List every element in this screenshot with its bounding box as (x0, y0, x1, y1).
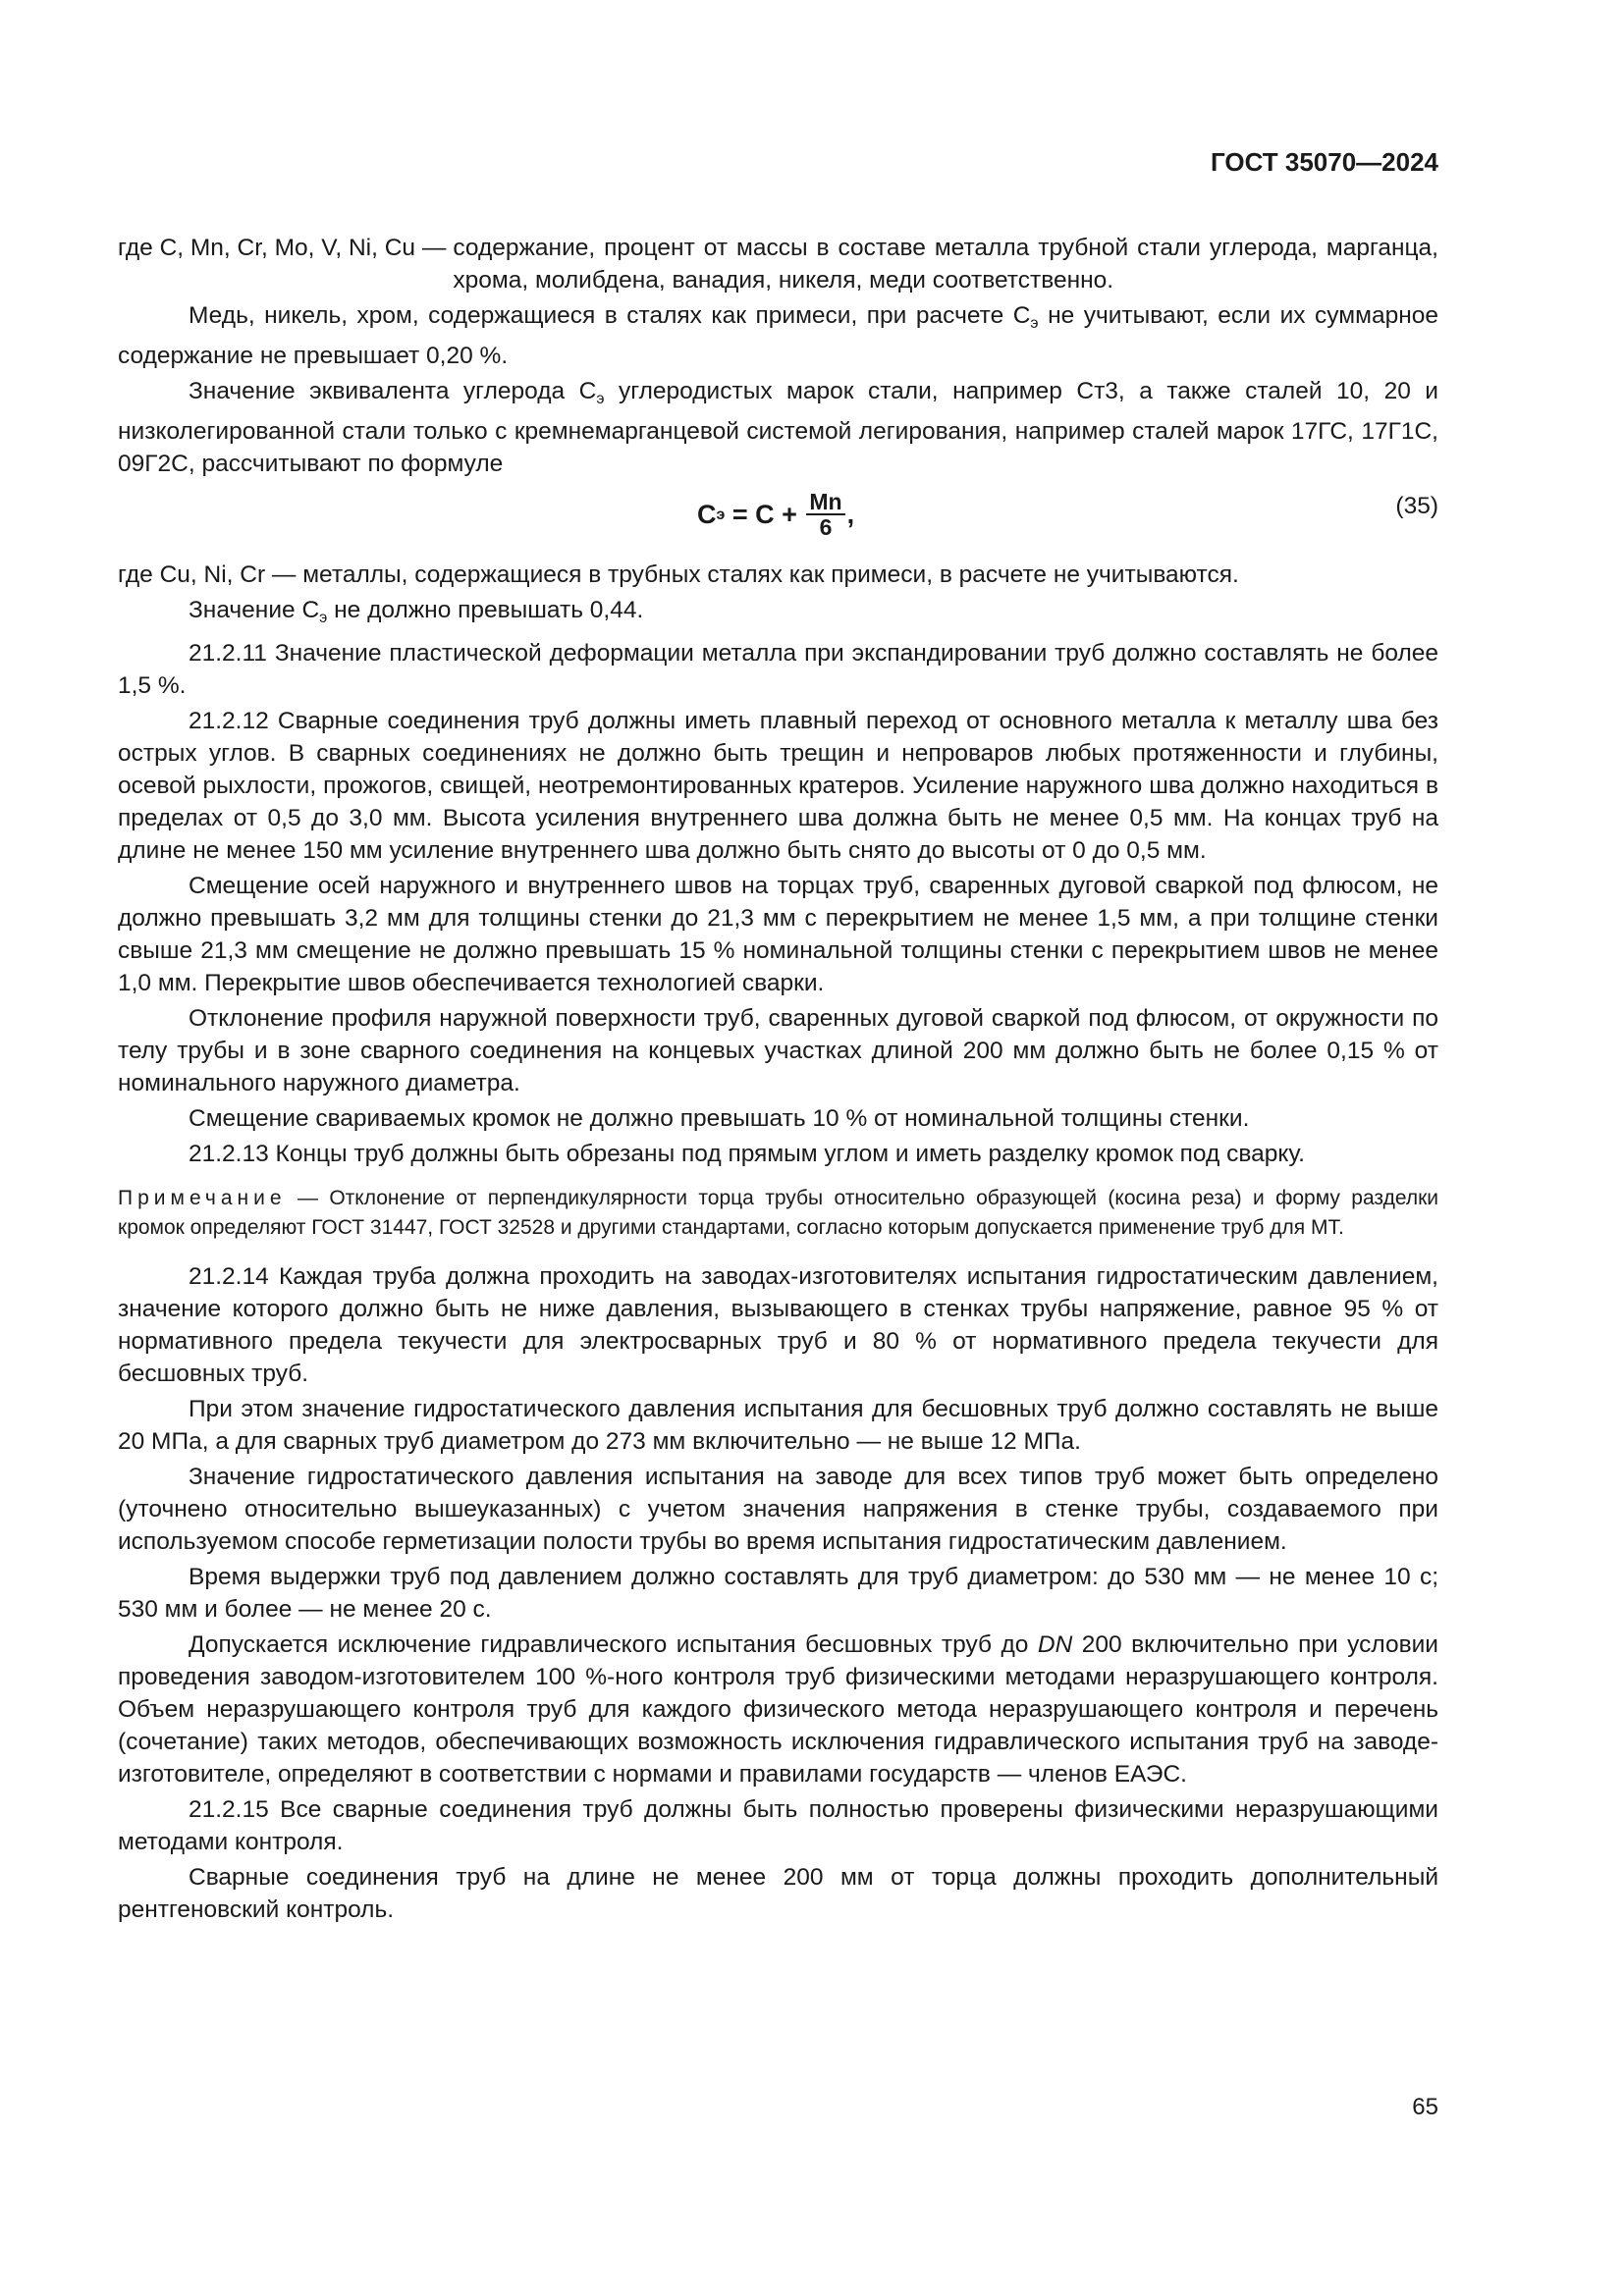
text-run: не учитывают, если их суммарное содержание не превышает 0,20 %. (118, 302, 1438, 369)
paragraph-carbon-equivalent (118, 375, 1438, 480)
subscript: э (1030, 315, 1039, 332)
note-label: Примечание (118, 1187, 287, 1209)
document-header: ГОСТ 35070—2024 (1211, 147, 1438, 177)
paragraph: 21.2.15 Все сварные соединения труб должны быть полностью проверены физическими неразрушающими методами контроля. (118, 1796, 1438, 1855)
subscript: э (596, 391, 605, 407)
paragraph: 21.2.13 Концы труб должны быть обрезаны под прямым углом и иметь разделку кромок под сварку. (189, 1141, 1305, 1167)
dn-italic: DN (1037, 1631, 1073, 1658)
where-label: где C, Mn, Cr, Mo, V, Ni, Cu — (118, 235, 447, 261)
where-description: содержание, процент от массы в составе металла трубной стали углерода, марганца, хрома, молибдена, ванадия, никеля, меди соответственно. (453, 235, 1438, 294)
fraction-denominator: 6 (819, 514, 833, 540)
paragraph: Сварные соединения труб на длине не менее 200 мм от торца должны проходить дополнительный рентгеновский контроль. (118, 1864, 1438, 1923)
paragraph: Отклонение профиля наружной поверхности труб, сваренных дуговой сваркой под флюсом, от окружности по телу трубы и в зоне сварного соединения на концевых участках длиной 200 мм должно быть не более 0,15 % от номинального наружного диаметра. (118, 1005, 1438, 1096)
formula-expression (697, 490, 854, 539)
formula-lhs: С (697, 499, 717, 529)
paragraph: 21.2.14 Каждая труба должна проходить на заводах-изготовителях испытания гидростатическим давлением, значение которого должно быть не ниже давления, вызывающего в стенках трубы напряжение, равное 95 % от нормативного предела текучести для электросварных труб и 80 % от нормативного предела текучести для бесшовных труб. (118, 1263, 1438, 1387)
text-run: 200 включительно при условии проведения заводом-изготовителем 100 %-ного контроля труб физическими методами неразрушающего контроля. Объем неразрушающего контроля труб для каждого физического метода неразрушающего контроля и перечень (сочетание) таких методов, обеспечивающих возможность исключения гидравлического испытания труб на заводе-изготовителе, определяют в соответствии с нормами и правилами государств — членов ЕАЭС. (118, 1631, 1438, 1788)
paragraph-copper-note (118, 299, 1438, 372)
formula-tail: , (846, 499, 855, 529)
where-clause-elements (118, 232, 1438, 296)
paragraph-limit (118, 594, 1438, 634)
document-body (118, 232, 1438, 1929)
note-block (118, 1184, 1438, 1243)
paragraph: Смещение свариваемых кромок не должно превышать 10 % от номинальной толщины стенки. (189, 1105, 1250, 1132)
paragraph: 21.2.11 Значение пластической деформации металла при экспандировании труб должно составлять не более 1,5 %. (118, 640, 1438, 699)
paragraph: При этом значение гидростатического давления испытания для бесшовных труб должно составлять не выше 20 МПа, а для сварных труб диаметром до 273 мм включительно — не выше 12 МПа. (118, 1396, 1438, 1455)
text-run: Медь, никель, хром, содержащиеся в сталях как примеси, при расчете С (189, 302, 1031, 329)
formula-35 (118, 486, 1438, 553)
paragraph: Значение гидростатического давления испытания на заводе для всех типов труб может быть определено (уточнено относительно вышеуказанных) с учетом значения напряжения в стенке трубы, создаваемого при используемом способе герметизации полости трубы во время испытания гидростатическим давлением. (118, 1464, 1438, 1555)
paragraph: Смещение осей наружного и внутреннего швов на торцах труб, сваренных дуговой сваркой под флюсом, не должно превышать 3,2 мм для толщины стенки до 21,3 мм с перекрытием не менее 1,5 мм, а при толщине стенки свыше 21,3 мм смещение не должно превышать 15 % номинальной толщины стенки с перекрытием швов не менее 1,0 мм. Перекрытие швов обеспечивается технологией сварки. (118, 873, 1438, 996)
text-run: не должно превышать 0,44. (327, 597, 644, 623)
paragraph-hydro-exception (118, 1629, 1438, 1790)
text-run: углеродистых марок стали, например Ст3, а также сталей 10, 20 и низколегированной стали только с кремнемарганцевой системой легирования, например сталей марок 17ГС, 17Г1С, 09Г2С, рассчитывают по формуле (118, 378, 1438, 477)
formula-number: (35) (1395, 493, 1438, 519)
formula-lhs-subscript: э (716, 506, 726, 523)
text-run: Значение С (189, 597, 320, 623)
fraction-numerator: Mn (806, 490, 844, 515)
text-run: Значение эквивалента углерода С (189, 378, 597, 404)
formula-equals: = С + (725, 499, 805, 529)
page-number: 65 (1412, 2094, 1438, 2120)
text-run: Допускается исключение гидравлического испытания бесшовных труб до (189, 1631, 1038, 1658)
where-clause-metals: где Cu, Ni, Cr — металлы, содержащиеся в трубных сталях как примеси, в расчете не учитываются. (118, 561, 1239, 588)
formula-fraction (806, 490, 844, 539)
subscript: э (319, 610, 328, 626)
paragraph: 21.2.12 Сварные соединения труб должны иметь плавный переход от основного металла к металлу шва без острых углов. В сварных соединениях не должно быть трещин и непроваров любых протяженности и глубины, осевой рыхлости, прожогов, свищей, неотремонтированных кратеров. Усиление наружного шва должно находиться в пределах от 0,5 до 3,0 мм. Высота усиления внутреннего шва должна быть не менее 0,5 мм. На концах труб на длине не менее 150 мм усиление внутреннего шва должно быть снято до высоты от 0 до 0,5 мм. (118, 708, 1438, 864)
paragraph: Время выдержки труб под давлением должно составлять для труб диаметром: до 530 мм — не менее 10 с; 530 мм и более — не менее 20 с. (118, 1564, 1438, 1623)
note-text: — Отклонение от перпендикулярности торца трубы относительно образующей (косина реза) и форму разделки кромок определяют ГОСТ 31447, ГОСТ 32528 и другими стандартами, согласно которым допускается применение труб для МТ. (118, 1187, 1438, 1239)
